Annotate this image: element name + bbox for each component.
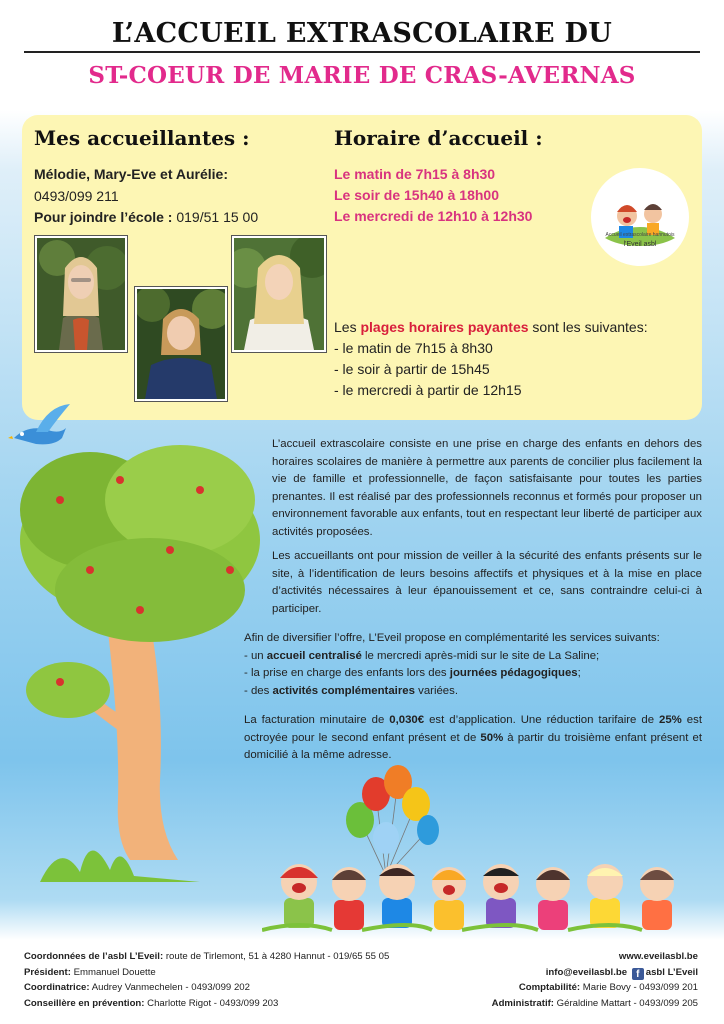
service-3-prefix: - des (244, 684, 273, 697)
hours-morning: Le matin de 7h15 à 8h30 (334, 166, 496, 182)
tree-illustration (0, 420, 282, 885)
paid-prefix: Les (334, 319, 361, 335)
staff-phone: 0493/099 211 (34, 188, 119, 204)
schedule-heading: Horaire d’accueil : (334, 126, 543, 150)
logo-tagline: Accueil extrascolaire hannutois (605, 232, 675, 238)
staff-photo-1 (35, 236, 127, 352)
schedule-hours (334, 164, 532, 227)
footer-address (24, 949, 389, 965)
facebook-icon[interactable]: f (632, 968, 644, 980)
hours-wednesday: Le mercredi de 12h10 à 12h30 (334, 208, 533, 224)
footer-admin (492, 996, 698, 1012)
page-subtitle: ST-COEUR DE MARIE DE CRAS-AVERNAS (88, 62, 636, 89)
school-phone: 019/51 15 00 (172, 209, 259, 225)
paragraph-mission: Les accueillants ont pour mission de veiller à la sécurité des enfants présents sur le site, à l’identification de leurs besoins affectifs et physiques et à la mise en place d’activités nécessaires à leur épanouissement et ce, sans contraindre celui-ci à participer. (272, 550, 702, 615)
footer-prevention (24, 996, 389, 1012)
school-label: Pour joindre l’école : (34, 209, 173, 225)
paid-suffix: sont les suivantes: (528, 319, 648, 335)
email-link[interactable]: info@eveilasbl.be (545, 966, 628, 978)
service-3-bold: activités complémentaires (272, 684, 415, 697)
staff-photo-2 (135, 287, 227, 401)
billing-e: est octroyée pour le second enfant présent et de (244, 714, 702, 744)
service-3-suffix: variées. (414, 684, 459, 697)
service-2-suffix: ; (577, 667, 581, 680)
footer-accounting-label: Comptabilité: (518, 982, 581, 993)
footer-president-value: Emmanuel Douette (70, 966, 156, 978)
paid-hours (334, 317, 648, 401)
service-item-3 (244, 683, 702, 701)
billing-c: est d’application. Une réduction tarifaire de (424, 714, 659, 726)
services-intro: Afin de diversifier l’offre, L’Eveil propose en complémentarité les services suivants: (244, 632, 660, 644)
eveil-logo (591, 168, 689, 266)
facebook-link[interactable]: asbl L’Eveil (645, 966, 698, 978)
website-link[interactable]: www.eveilasbl.be (618, 951, 698, 962)
footer-admin-label: Administratif: (491, 997, 554, 1009)
billing-discount-50: 50% (480, 731, 504, 744)
footer-accounting-value: Marie Bovy - 0493/099 201 (580, 982, 698, 993)
paragraph-intro: L’accueil extrascolaire consiste en une prise en charge des enfants en dehors des horaires scolaires de manière à permettre aux parents de concilier plus facilement la vie de famille et professionnelle, de façon satisfaisante pour toutes les parties prenantes. Il est réalisé par des professionnels reconnus et formés pour proposer un environnement favorable aux enfants, tout en respectant leur liberté de participer aux activités proposées. (272, 438, 702, 538)
service-item-2 (244, 665, 702, 683)
paragraph-billing (244, 712, 702, 765)
footer-prevention-label: Conseillère en prévention: (24, 997, 145, 1009)
footer-admin-value: Géraldine Mattart - 0493/099 205 (554, 997, 698, 1009)
service-1-prefix: - un (244, 649, 267, 662)
billing-discount-25: 25% (659, 714, 682, 726)
footer-coordinator-value: Audrey Vanmechelen - 0493/099 202 (89, 982, 250, 993)
footer-president-label: Président: (24, 966, 71, 978)
service-1-bold: accueil centralisé (266, 649, 362, 662)
footer-address-label: Coordonnées de l’asbl L’Eveil: (24, 951, 164, 962)
footer-contacts (24, 949, 389, 1011)
children-illustration (262, 850, 714, 936)
service-item-1 (244, 648, 702, 666)
paid-item-wednesday: - le mercredi à partir de 12h15 (334, 382, 522, 398)
footer-coordinator (24, 980, 389, 996)
footer-coordinator-label: Coordinatrice: (24, 982, 90, 993)
logo-name: l'Eveil asbl (623, 241, 657, 248)
footer-prevention-value: Charlotte Rigot - 0493/099 203 (144, 997, 279, 1009)
paid-hours-intro (334, 317, 648, 338)
hours-evening: Le soir de 15h40 à 18h00 (334, 187, 499, 203)
paragraph-services (244, 630, 702, 700)
billing-g: à partir du troisième enfant présent et domicilié à la même adresse. (244, 731, 702, 762)
title-divider (24, 51, 700, 53)
footer-president (24, 965, 389, 981)
service-2-prefix: - la prise en charge des enfants lors des (244, 667, 450, 680)
service-1-suffix: le mercredi après-midi sur le site de La Saline; (361, 649, 600, 662)
page-title: L’ACCUEIL EXTRASCOLAIRE DU (111, 18, 613, 49)
footer-address-value: route de Tirlemont, 51 à 4280 Hannut - 019/65 55 05 (163, 951, 390, 962)
footer-right (492, 949, 698, 1011)
paid-highlight: plages horaires payantes (360, 319, 529, 335)
paid-item-morning: - le matin de 7h15 à 8h30 (334, 340, 493, 356)
staff-heading: Mes accueillantes : (34, 126, 250, 150)
paid-item-evening: - le soir à partir de 15h45 (334, 361, 490, 377)
footer-accounting (492, 980, 698, 996)
service-2-bold: journées pédagogiques (449, 667, 578, 680)
billing-a: La facturation minutaire de (244, 714, 390, 726)
billing-rate: 0,030€ (389, 714, 425, 726)
staff-names: Mélodie, Mary-Eve et Aurélie: (34, 166, 228, 182)
school-contact (34, 209, 258, 225)
staff-photo-3 (232, 236, 326, 352)
